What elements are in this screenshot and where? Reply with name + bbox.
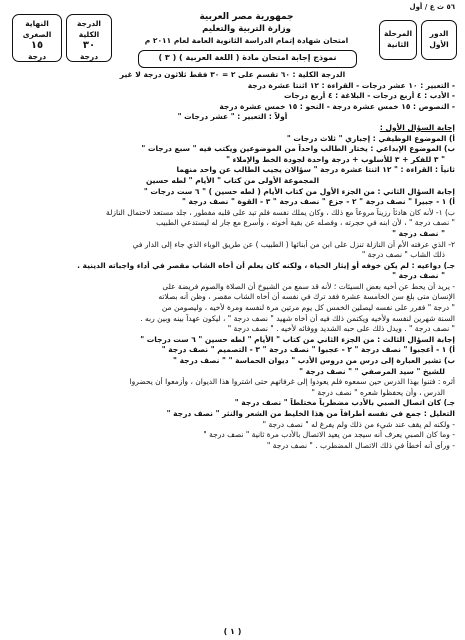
grade-unit: درجة [79, 52, 99, 61]
min-grade-box [12, 14, 62, 62]
answer-line: جـ) كان اتصال الصبي بالأدب مضطرباً مختلطاً " نصف درجة " [234, 398, 455, 408]
header [8, 8, 457, 64]
answer-line: أ) الموضوع الوظيفي : إجباري " ثلاث درجات " [286, 133, 455, 143]
answer-line: السنة شهرين لنفسه ولأخيه ويكتمن ذلك فيه أن أخاه شهيد " نصف درجة " ، ليكون عهداً بينه وبين ربه . [140, 313, 455, 323]
stage-value: الثانية [387, 40, 409, 49]
answer-line: - يريد أن يحط عن أخيه بعض السيئات ؛ لأنه قد سمع من الشيوخ أن الصلاة والصوم فريضة على [162, 281, 455, 291]
answer-line: " نصف درجة " [392, 228, 445, 238]
answer-line: ب) الموضوع الإبداعي : يختار الطالب واحداً من الموضوعين ويكتب فيه " سبع درجات " [141, 144, 455, 154]
stage-box [379, 20, 417, 60]
answer-line: الدرس ، وأن يحفظوا شعره " نصف درجة " [311, 387, 445, 397]
total-grade-box [66, 14, 112, 62]
answer-line: - ولكنه لم يقف عند شيء من ذلك ولم يفرغ له " نصف درجة " [262, 419, 455, 429]
answer-line: - التعبير : ١٠ عشر درجات - القراءة : ١٢ اثنتا عشرة درجة [247, 80, 455, 90]
answer-line: إجابة السؤال الثالث : من الجزء الثاني من كتاب " الأيام " لطه حسين " ٦ ست درجات " [140, 334, 455, 344]
round-label: الدور [429, 29, 449, 38]
answer-line: ٢- الذي عرفته الأم أن النازلة تنزل على ابن من أبنائها ( الطبيب ) عن طريق الوباء الذي جاء إلى الدار في [132, 239, 455, 249]
answer-line: ثانياً : القراءة : " ١٢ اثنتا عشرة درجة " سؤالان يجيب الطالب عن واحد منهما [176, 165, 455, 175]
round-value: الأول [429, 40, 449, 49]
answer-line: أثره : فتنوا بهذا الدرس حين سمعوه فلم يعودوا إلى غرفاتهم حتى اشتروا هذا الديوان ، وأزمعوا أن يحضروا [129, 377, 455, 387]
answer-line: " نصف درجة " ، لأن ابنه في حجرته ، وفصله عن بقية أخوته ، وأسرع مع جار له ليستدعي الطبيب [156, 218, 455, 228]
min-unit: درجة [27, 52, 47, 61]
answer-line: التعليل : جمع في نفسه أطرافاً من هذا الخليط من الشعر والنثر " نصف درجة " [166, 409, 455, 418]
answer-line: أ) ١ - أعجبوا " نصف درجة " ٢ - عجبوا " نصف درجة " ٣ - التصميم " نصف درجة " [161, 345, 455, 355]
answer-body [10, 70, 455, 451]
answer-line: - الأدب : ٤ أربع درجات - البلاغة : ٤ أربع درجات [284, 91, 455, 101]
answer-line: المجموعة الأولى من كتاب " الأيام " لطه حسين [145, 175, 320, 185]
grade-label: الدرجة [77, 19, 101, 28]
answer-line: " درجة " فقرر على نفسه ليصلين الخمس كل يوم مرتين مرة لنفسه ومرة لأخيه ، وليصومن من [161, 303, 455, 313]
title-country: جمهورية مصر العربية [199, 12, 294, 22]
corner-code: ٥٦ ث ع / أول [409, 3, 455, 11]
answer-line: " نصف درجة " . ويدل ذلك على حبه الشديد ووفائه لأخيه . " نصف درجة " [227, 324, 455, 334]
grade-value: ٣٠ [82, 40, 96, 51]
min-label: النهاية [25, 19, 49, 28]
answer-line: إجابة السؤال الثاني : من الجزء الأول من كتاب الأيام ( لطه حسين ) " ٦ ست درجات " [143, 186, 455, 196]
page-number: ( ١ ) [223, 627, 242, 636]
answer-line: - وما كان الصبي يعرف أنه سيجد من يعيد الاتصال بالأدب مرة ثانية " نصف درجة " [203, 430, 455, 440]
answer-line: ب) ١- لأنه كان هادئاً رزيناً مروعاً مع ذلك ، وكان يملك نفسه فلم تبد على قلبه مفطور ، جلد مستعد لاحتمال النازلة [106, 207, 455, 217]
answer-line: ذلك الشاب " نصف درجة " [361, 250, 445, 260]
answer-line: إجابة السؤال الأول : [379, 122, 455, 132]
stage-label: المرحلة [383, 29, 413, 38]
answer-line: " ٣ للفكر + ٣ للأسلوب + درجة واحدة لجودة الخط والإملاء " [226, 154, 445, 164]
answer-line: أولاً : التعبير : " عشر درجات " [177, 112, 288, 122]
answer-line: الإنسان متى بلغ سن الخامسة عشرة فقد ترك في نفسه أن أخاه الشاب مقصر ، وظن أنه بصلاته [158, 292, 455, 302]
answer-line: ب) تشير العبارة إلى درس من دروس الأدب " ديوان الحماسة " " نصف درجة " [173, 356, 455, 366]
model-title: نموذج إجابة امتحان مادة ( اللغة العربية ) ( ٣ ) [138, 50, 357, 68]
answer-line: - ورأى أنه أخطأ في ذلك الاتصال المضطرب . " نصف درجة " [266, 440, 455, 450]
min-label-2: الصغرى [22, 30, 52, 39]
min-value: ١٥ [30, 40, 44, 51]
answer-line: " نصف درجة " [392, 271, 445, 281]
grade-label-2: الكلية [78, 30, 100, 39]
answer-line: جـ) دواعيه : لم يكن خوفه أو إيثار الحياة ، ولكنه كان يعلم أن أخاه الشاب مقصر في أداء واجباته الدينية . [77, 260, 455, 270]
answer-line: - النصوص : ١٥ خمس عشرة درجة - النحو : ١٥ خمس عشرة درجة [219, 101, 455, 111]
round-box [421, 20, 457, 60]
header-title [120, 12, 373, 47]
title-exam: امتحان شهادة إتمام الدراسة الثانوية العامة لعام ٢٠١١ م [144, 36, 349, 45]
answer-line: للشيخ " سيد المرصفي " " نصف درجة " [299, 366, 445, 376]
answer-line: الدرجة الكلية : ٦٠ تقسم على ٢ = ٣٠ فقط ثلاثون درجة لا غير [119, 70, 346, 79]
answer-line: أ) ١ - جبيرا " نصف درجة " ٢ - جزع " نصف درجة " ٣ - القوة " نصف درجة " [181, 197, 455, 207]
title-ministry: وزارة التربية والتعليم [202, 23, 291, 34]
